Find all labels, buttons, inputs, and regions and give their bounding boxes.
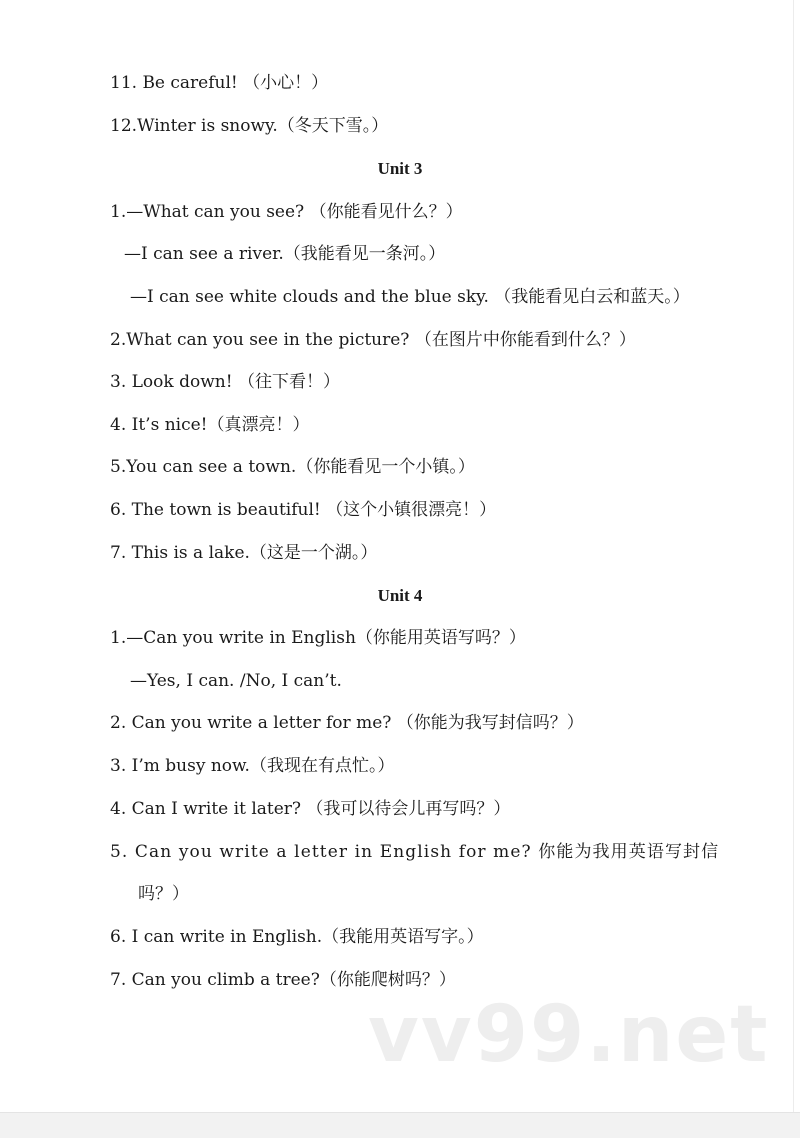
unit-3-heading: Unit 3 <box>377 159 423 178</box>
sentence-line: 1.—What can you see? （你能看见什么？） <box>110 202 463 222</box>
sentence-line: 11. Be careful! （小心！） <box>110 73 329 93</box>
sentence-line: —I can see white clouds and the blue sky. （我能看见白云和蓝天。） <box>130 287 690 307</box>
sentence-line: 2. Can you write a letter for me? （你能为我写封信吗？） <box>110 713 584 733</box>
sentence-line: —I can see a river.（我能看见一条河。） <box>124 244 446 264</box>
sentence-line: 7. This is a lake.（这是一个湖。） <box>110 543 378 563</box>
sentence-line: 3. I’m busy now.（我现在有点忙。） <box>110 756 395 776</box>
sentence-line-continuation: 吗？） <box>138 884 189 904</box>
page-edge-rule <box>793 0 794 1112</box>
sentence-line: 5. Can you write a letter in English for me? 你能为我用英语写封信 <box>110 842 720 862</box>
sentence-line: 6. I can write in English.（我能用英语写字。） <box>110 927 484 947</box>
sentence-line: 3. Look down! （往下看！） <box>110 372 340 392</box>
sentence-line: 4. Can I write it later? （我可以待会儿再写吗？） <box>110 799 511 819</box>
sentence-line: 2.What can you see in the picture? （在图片中你能看到什么？） <box>110 330 636 350</box>
page-bottom-band <box>0 1112 800 1138</box>
unit-4-heading: Unit 4 <box>377 586 423 605</box>
sentence-line: 6. The town is beautiful! （这个小镇很漂亮！） <box>110 500 497 520</box>
sentence-line: 12.Winter is snowy.（冬天下雪。） <box>110 116 389 136</box>
watermark: vv99.net <box>368 990 770 1080</box>
sentence-line: —Yes, I can. /No, I can’t. <box>130 671 342 691</box>
sentence-line: 1.—Can you write in English（你能用英语写吗？） <box>110 628 526 648</box>
sentence-line: 7. Can you climb a tree?（你能爬树吗？） <box>110 970 456 990</box>
sentence-line: 4. It’s nice!（真漂亮！） <box>110 415 310 435</box>
sentence-line: 5.You can see a town.（你能看见一个小镇。） <box>110 457 475 477</box>
